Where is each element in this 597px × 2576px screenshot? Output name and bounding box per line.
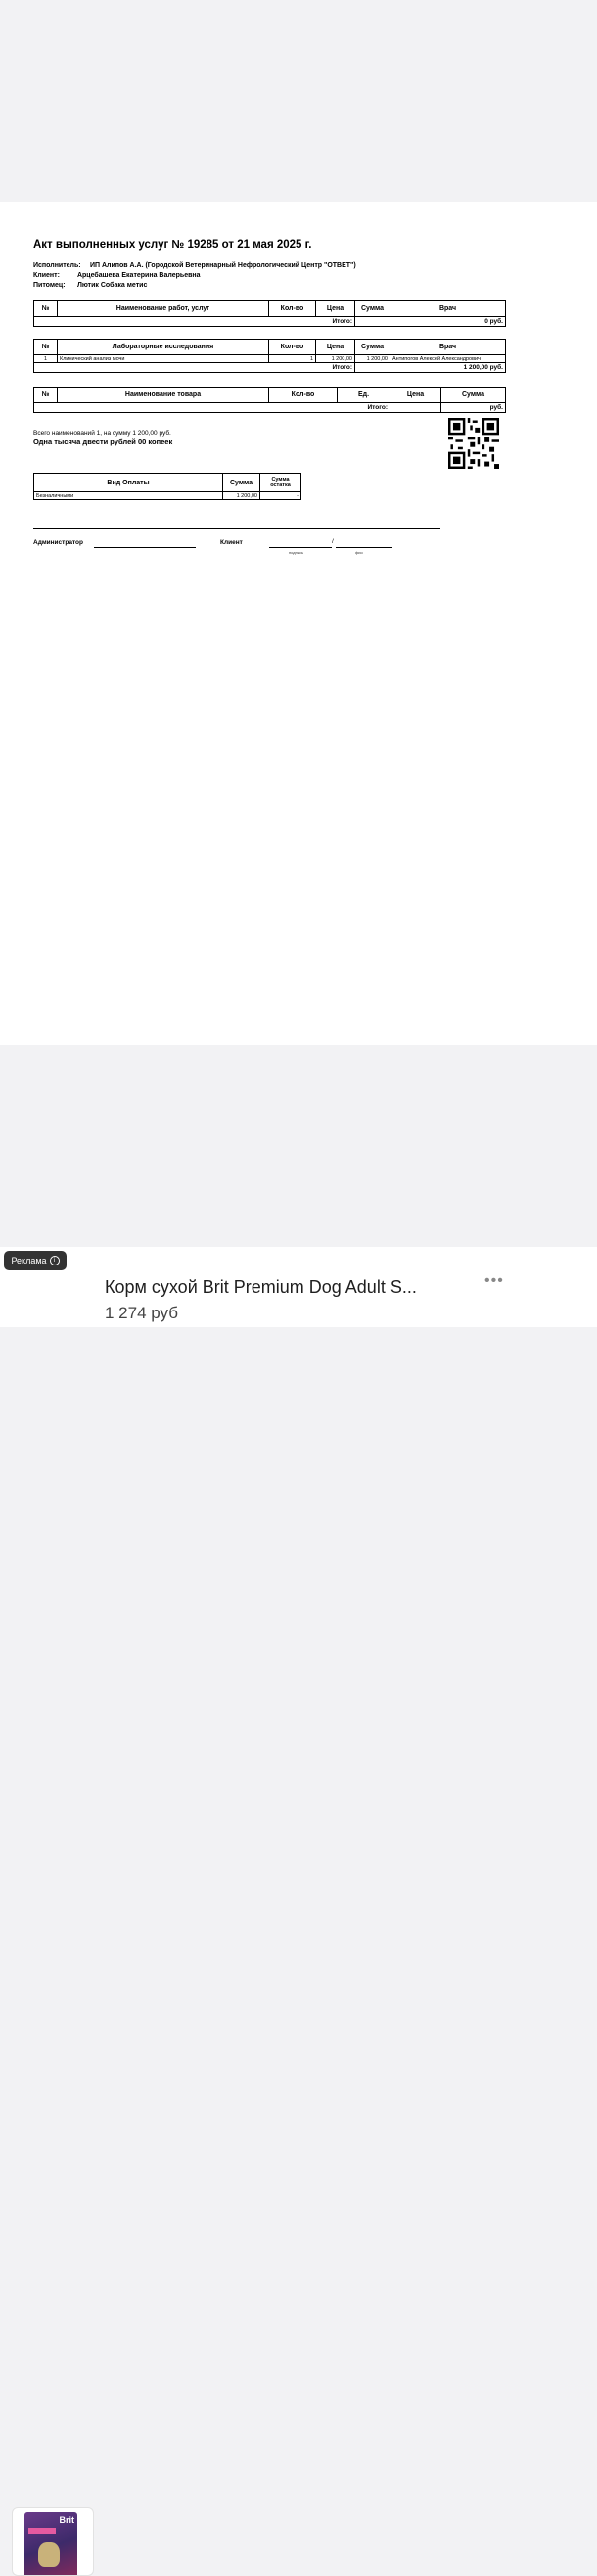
total-value: 1 200,00 руб.	[355, 363, 506, 373]
total-row	[34, 363, 506, 373]
more-dots-icon[interactable]: •••	[484, 1272, 504, 1289]
payment-type: Безналичными	[34, 492, 223, 500]
pet-value: Лютик Собака метис	[76, 282, 148, 289]
client-value: Арцебашева Екатерина Валерьевна	[76, 272, 201, 279]
table-header-row	[34, 301, 506, 317]
header-cell: Сумма остатка	[260, 474, 301, 492]
admin-signature-line	[94, 547, 196, 548]
row-qty: 1	[269, 355, 316, 363]
table-header-row	[34, 388, 506, 403]
document-meta	[33, 261, 506, 291]
qr-code-icon	[448, 418, 499, 469]
executor-value: ИП Алипов А.А. (Городской Ветеринарный Нефрологический Центр "ОТВЕТ")	[89, 262, 356, 269]
ad-badge[interactable]	[4, 1251, 67, 1270]
document-title: Акт выполненных услуг № 19285 от 21 мая 2025 г.	[33, 239, 506, 253]
payment-sum: 1 200,00	[223, 492, 260, 500]
row-doctor: Антипогов Алексей Александрович	[390, 355, 506, 363]
header-cell: Наименование работ, услуг	[58, 301, 269, 317]
document-page[interactable]	[0, 202, 597, 1045]
pet-line	[33, 281, 506, 291]
row-sum: 1 200,00	[355, 355, 390, 363]
row-name: Клинический анализ мочи	[58, 355, 269, 363]
payment-rest: -	[260, 492, 301, 500]
header-cell: Наименование товара	[58, 388, 269, 403]
header-cell: №	[34, 340, 58, 355]
act-document	[33, 239, 506, 555]
goods-table	[33, 387, 506, 413]
header-cell: Цена	[316, 340, 355, 355]
summary-count: Всего наименований 1, на сумму 1 200,00 руб.	[33, 430, 171, 437]
ad-title[interactable]: Корм сухой Brit Premium Dog Adult S...	[105, 1277, 417, 1297]
lab-table	[33, 339, 506, 373]
header-cell: Вид Оплаты	[34, 474, 223, 492]
total-value: 0 руб.	[355, 317, 506, 327]
summary-block	[33, 429, 172, 446]
client-name-line	[336, 547, 392, 548]
header-cell: Кол-во	[269, 301, 316, 317]
header-cell: Цена	[390, 388, 441, 403]
total-label: Итого:	[34, 403, 390, 413]
table-header-row	[34, 474, 301, 492]
signature-slash: /	[332, 538, 334, 545]
row-price: 1 200,00	[316, 355, 355, 363]
ad-price: 1 274 руб	[105, 1304, 178, 1322]
pet-label: Питомец:	[33, 282, 66, 289]
summary-words: Одна тысяча двести рублей 00 копеек	[33, 437, 173, 446]
executor-label: Исполнитель:	[33, 262, 81, 269]
client-line	[33, 271, 506, 281]
name-caption: фио	[355, 550, 363, 555]
services-table	[33, 300, 506, 327]
payment-table	[33, 473, 301, 500]
bag-strip	[28, 2528, 56, 2534]
header-cell: Врач	[390, 301, 506, 317]
ad-badge-label: Реклама	[11, 1256, 47, 1265]
header-cell: Сумма	[441, 388, 506, 403]
ad-brand: Brit	[59, 2515, 74, 2525]
header-cell: Цена	[316, 301, 355, 317]
dog-food-bag-icon	[24, 2512, 77, 2576]
total-label: Итого:	[34, 317, 355, 327]
header-cell: Врач	[390, 340, 506, 355]
executor-line	[33, 261, 506, 271]
client-signature-line	[269, 547, 332, 548]
header-cell: Ед.	[338, 388, 390, 403]
viewer-background-bottom	[0, 1045, 597, 1247]
total-label: Итого:	[34, 363, 355, 373]
info-icon[interactable]: i	[50, 1256, 60, 1265]
empty-cell	[390, 403, 441, 413]
row-num: 1	[34, 355, 58, 363]
total-row	[34, 317, 506, 327]
table-header-row	[34, 340, 506, 355]
header-cell: №	[34, 388, 58, 403]
table-row	[34, 355, 506, 363]
header-cell: Сумма	[355, 301, 390, 317]
divider	[33, 528, 440, 529]
header-cell: №	[34, 301, 58, 317]
header-cell: Сумма	[223, 474, 260, 492]
admin-label: Администратор	[33, 539, 83, 546]
sign-caption: подпись	[289, 550, 304, 555]
table-row	[34, 492, 301, 500]
client-label: Клиент:	[33, 272, 60, 279]
header-cell: Сумма	[355, 340, 390, 355]
header-cell: Кол-во	[269, 388, 338, 403]
viewer-background-top	[0, 0, 597, 202]
total-value: руб.	[441, 403, 506, 413]
ad-product-image[interactable]	[12, 2507, 94, 2576]
dog-icon	[38, 2542, 60, 2567]
header-cell: Кол-во	[269, 340, 316, 355]
header-cell: Лабораторные исследования	[58, 340, 269, 355]
total-row	[34, 403, 506, 413]
ad-banner[interactable]	[0, 1247, 597, 2525]
client-sign-label: Клиент	[220, 539, 243, 546]
